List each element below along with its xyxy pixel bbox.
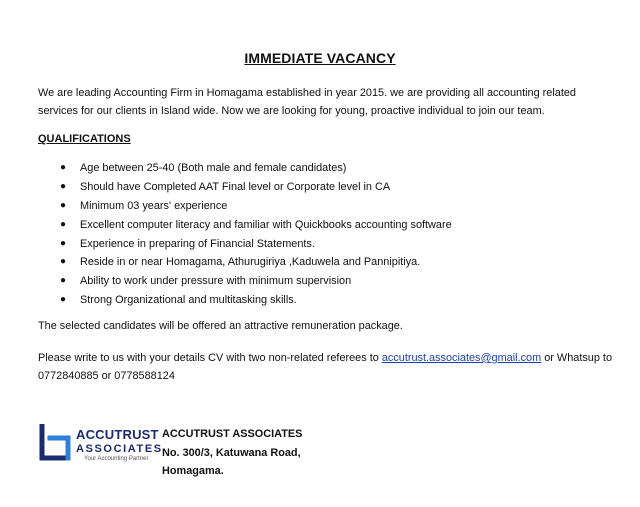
remuneration-text: The selected candidates will be offered an attractive remuneration package.	[38, 320, 403, 332]
logo-mark-icon	[38, 424, 74, 466]
page-title: IMMEDIATE VACANCY	[244, 50, 396, 66]
contact-suffix: or Whatsup to 0772840885 or 0778588124	[38, 352, 613, 382]
bullet-icon: ●	[60, 275, 67, 287]
bullet-icon: ●	[60, 180, 67, 192]
bullet-icon: ●	[60, 256, 67, 268]
list-item: ● Ability to work under pressure with minimum supervision	[60, 272, 452, 291]
qualifications-heading: QUALIFICATIONS	[38, 133, 131, 145]
address-company-name: ACCUTRUST ASSOCIATES	[162, 428, 303, 440]
list-item: ● Should have Completed AAT Final level or Corporate level in CA	[60, 178, 452, 197]
list-item: ● Excellent computer literacy and familiar with Quickbooks accounting software	[60, 216, 452, 235]
contact-prefix: Please write to us with your details CV with two non-related referees to	[38, 352, 382, 364]
logo-wordmark-line2: ASSOCIATES	[76, 443, 163, 455]
list-item: ● Minimum 03 years' experience	[60, 197, 452, 216]
company-logo	[38, 424, 163, 468]
bullet-icon: ●	[60, 199, 67, 211]
qualifications-list	[60, 159, 452, 310]
bullet-icon: ●	[60, 162, 67, 173]
logo-tagline: Your Accounting Partner	[84, 456, 149, 462]
company-address	[162, 425, 302, 481]
list-item: ● Experience in preparing of Financial Statements.	[60, 235, 452, 254]
address-line-2: Homagama.	[162, 465, 224, 477]
bullet-icon: ●	[60, 218, 67, 230]
email-link[interactable]: accutrust.associates@gmail.com	[381, 352, 542, 364]
bullet-icon: ●	[60, 237, 67, 249]
list-item: ● Reside in or near Homagama, Athurugiriya ,Kaduwela and Pannipitiya.	[60, 253, 452, 272]
list-item: ● Age between 25-40 (Both male and female candidates)	[60, 159, 452, 178]
list-item: ● Strong Organizational and multitasking skills.	[60, 291, 452, 310]
intro-paragraph: We are leading Accounting Firm in Homagama established in year 2015. we are providing all accounting related services for our clients in Island wide. Now we are looking for young, proactive individual to join our team.	[38, 87, 576, 117]
bullet-icon: ●	[60, 294, 67, 306]
logo-wordmark-line1: ACCUTRUST	[76, 427, 159, 442]
contact-paragraph	[38, 349, 618, 385]
address-line-1: No. 300/3, Katuwana Road,	[162, 446, 301, 459]
